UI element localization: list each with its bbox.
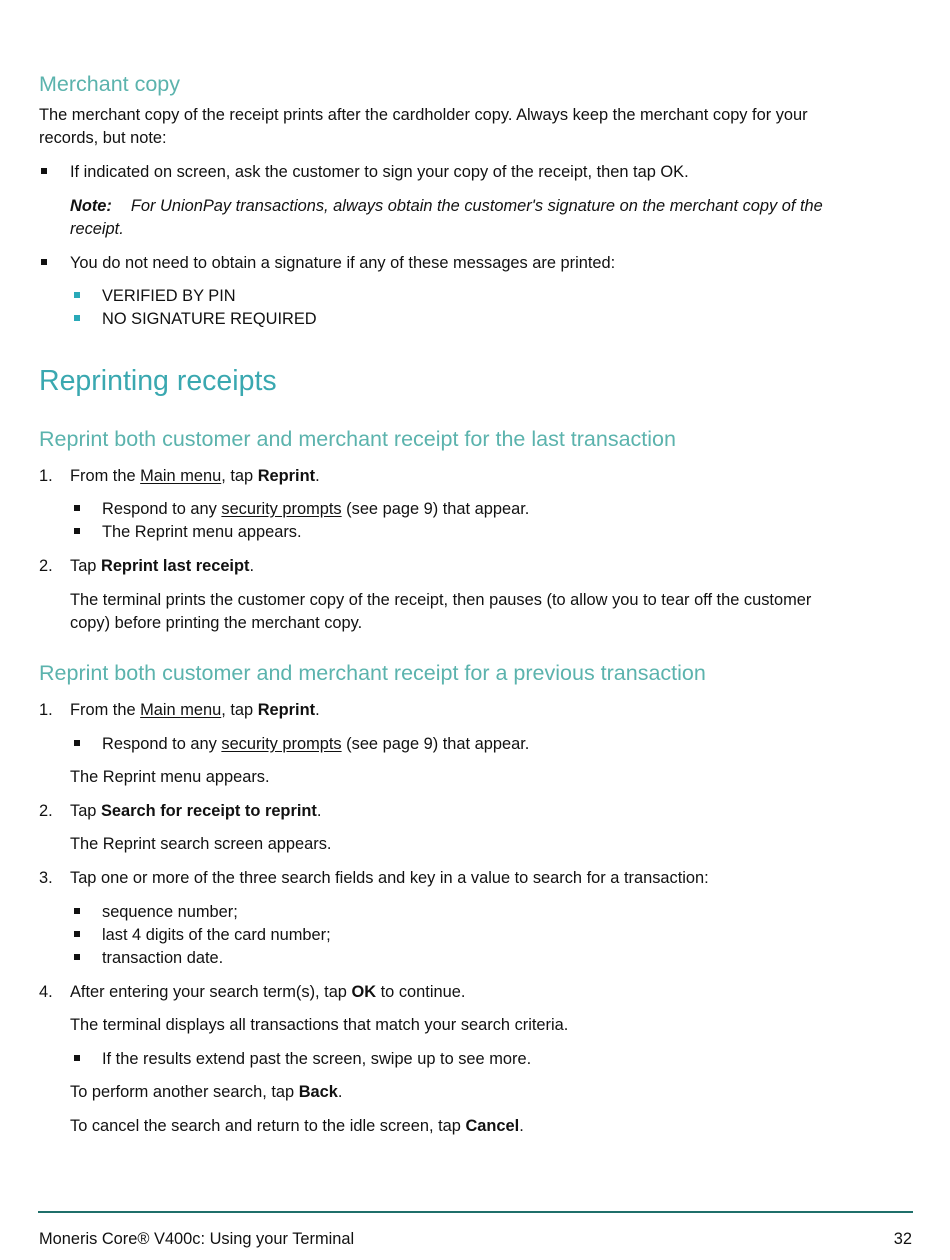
- step-text: From the: [70, 467, 141, 485]
- reprint-menu-appears-text: The Reprint menu appears.: [70, 768, 270, 786]
- cancel-search-text: [70, 1115, 524, 1138]
- reprint-last-step1: [70, 465, 320, 488]
- security-prompts-link[interactable]: security prompts: [221, 735, 342, 753]
- bullet-text: Respond to any: [102, 735, 222, 753]
- teal-bullet-square-icon: [74, 292, 80, 298]
- search-for-receipt-term: Search for receipt to reprint: [100, 802, 317, 820]
- bullet-square-icon: [41, 259, 47, 265]
- step-text: .: [249, 557, 255, 575]
- reprinting-receipts-heading: Reprinting receipts: [39, 365, 277, 397]
- reprint-previous-step1: [70, 699, 320, 722]
- ok-term: OK: [351, 983, 377, 1001]
- step-number: 1.: [39, 701, 53, 719]
- reprint-previous-step2: [70, 800, 321, 823]
- step-text: Tap: [70, 802, 101, 820]
- step-text: .: [315, 701, 320, 719]
- reprint-last-description-line1: The terminal prints the customer copy of the receipt, then pauses (to allow you to tear off the customer: [70, 591, 812, 609]
- reprint-last-security-bullet: [102, 498, 529, 521]
- step-text: , tap: [221, 467, 258, 485]
- reprint-previous-step3: Tap one or more of the three search fields and key in a value to search for a transaction:: [70, 869, 709, 887]
- reprint-term: Reprint: [257, 467, 316, 485]
- main-menu-link[interactable]: Main menu: [140, 701, 222, 719]
- reprint-previous-step4: [70, 981, 465, 1004]
- step-text: From the: [70, 701, 141, 719]
- step-number: 2.: [39, 557, 53, 575]
- step-number: 3.: [39, 869, 53, 887]
- merchant-copy-intro-line2: records, but note:: [39, 129, 167, 147]
- terminal-displays-text: The terminal displays all transactions that match your search criteria.: [70, 1016, 569, 1034]
- step-text: Tap: [70, 557, 101, 575]
- step-number: 2.: [39, 802, 53, 820]
- reprint-last-heading: Reprint both customer and merchant receipt for the last transaction: [39, 427, 676, 451]
- bullet-text: Respond to any: [102, 500, 222, 518]
- sub-item-no-signature-required: NO SIGNATURE REQUIRED: [102, 310, 317, 328]
- footer-page-number: 32: [893, 1230, 912, 1248]
- para-text: To perform another search, tap: [70, 1083, 299, 1101]
- back-term: Back: [298, 1083, 338, 1101]
- bullet-text: (see page 9) that appear.: [341, 500, 530, 518]
- para-text: .: [519, 1117, 524, 1135]
- reprint-menu-appears-bullet: The Reprint menu appears.: [102, 523, 302, 541]
- bullet-square-icon: [74, 908, 80, 914]
- note-label: Note:: [70, 197, 112, 215]
- note-text: For UnionPay transactions, always obtain the customer's signature on the merchant copy of the: [130, 197, 823, 215]
- search-screen-appears-text: The Reprint search screen appears.: [70, 835, 332, 853]
- reprint-previous-heading: Reprint both customer and merchant receipt for a previous transaction: [39, 661, 706, 685]
- unionpay-note-line1: [70, 195, 823, 218]
- sub-item-verified-by-pin: VERIFIED BY PIN: [102, 287, 236, 305]
- bullet-square-icon: [74, 505, 80, 511]
- bullet-square-icon: [74, 931, 80, 937]
- security-prompts-link[interactable]: security prompts: [221, 500, 342, 518]
- search-field-sequence-number: sequence number;: [102, 903, 238, 921]
- step-text: , tap: [221, 701, 258, 719]
- reprint-last-step2: [70, 555, 254, 578]
- merchant-copy-bullet-no-signature: You do not need to obtain a signature if any of these messages are printed:: [70, 254, 616, 272]
- footer-document-title: Moneris Core® V400c: Using your Terminal: [39, 1230, 355, 1248]
- para-text: To cancel the search and return to the idle screen, tap: [70, 1117, 466, 1135]
- bullet-square-icon: [74, 740, 80, 746]
- merchant-copy-heading: Merchant copy: [39, 72, 181, 96]
- swipe-up-bullet: If the results extend past the screen, swipe up to see more.: [102, 1050, 532, 1068]
- reprint-last-receipt-term: Reprint last receipt: [100, 557, 250, 575]
- search-field-transaction-date: transaction date.: [102, 949, 224, 967]
- main-menu-link[interactable]: Main menu: [140, 467, 222, 485]
- step-number: 4.: [39, 983, 53, 1001]
- bullet-text: (see page 9) that appear.: [341, 735, 530, 753]
- para-text: .: [337, 1083, 343, 1101]
- bullet-square-icon: [74, 954, 80, 960]
- unionpay-note-line2: receipt.: [70, 220, 124, 238]
- step-number: 1.: [39, 467, 53, 485]
- merchant-copy-bullet-sign: If indicated on screen, ask the customer to sign your copy of the receipt, then tap OK.: [70, 163, 689, 181]
- bullet-square-icon: [41, 168, 47, 174]
- footer-divider: [38, 1211, 913, 1213]
- step-text: After entering your search term(s), tap: [70, 983, 352, 1001]
- cancel-term: Cancel: [465, 1117, 520, 1135]
- merchant-copy-intro-line1: The merchant copy of the receipt prints after the cardholder copy. Always keep the merchant copy for your: [39, 106, 808, 124]
- bullet-square-icon: [74, 528, 80, 534]
- bullet-square-icon: [74, 1055, 80, 1061]
- reprint-last-description-line2: copy) before printing the merchant copy.: [70, 614, 363, 632]
- another-search-text: [70, 1081, 342, 1104]
- step-text: .: [316, 802, 322, 820]
- step-text: .: [315, 467, 320, 485]
- step-text: to continue.: [376, 983, 466, 1001]
- reprint-previous-security-bullet: [102, 733, 529, 756]
- search-field-card-digits: last 4 digits of the card number;: [102, 926, 331, 944]
- reprint-term: Reprint: [257, 701, 316, 719]
- teal-bullet-square-icon: [74, 315, 80, 321]
